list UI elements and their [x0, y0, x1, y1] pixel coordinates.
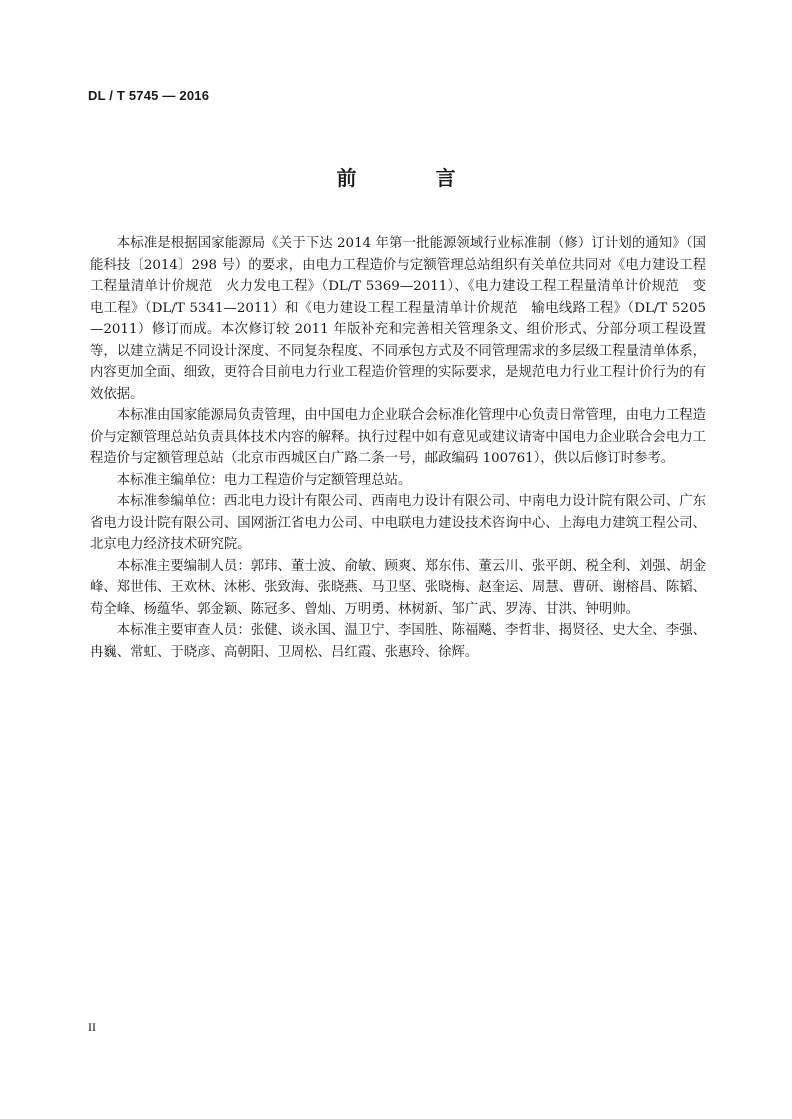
paragraph-chief-editor-unit: 本标准主编单位：电力工程造价与定额管理总站。 — [116, 472, 412, 488]
page-title: 前 言 — [336, 166, 492, 190]
paragraph-main-reviewers: 本标准主要审查人员：张健、谈永国、温卫宁、李国胜、陈福飚、李哲非、揭贤径、史大全、李强、冉巍、常虹、于晓彦、高朝阳、卫周松、吕红霞、张惠玲、徐辉。 — [90, 623, 706, 660]
paragraph-participating-units: 本标准参编单位：西北电力设计有限公司、西南电力设计有限公司、中南电力设计院有限公司、广东省电力设计院有限公司、国网浙江省电力公司、中电联电力建设技术咨询中心、上海电力建筑工程公司、北京电力经济技术研究院。 — [90, 494, 706, 552]
preface-body — [90, 233, 706, 663]
standard-code-header: DL / T 5745 — 2016 — [88, 88, 210, 103]
page-number: II — [88, 1020, 96, 1034]
paragraph-management: 本标准由国家能源局负责管理，由中国电力企业联合会标准化管理中心负责日常管理，由电力工程造价与定额管理总站负责具体技术内容的解释。执行过程中如有意见或建议请寄中国电力企业联合会电力工程造价与定额管理总站（北京市西城区白广路二条一号，邮政编码 100761），供以后修订时参考。 — [90, 408, 706, 466]
paragraph-basis: 本标准是根据国家能源局《关于下达 2014 年第一批能源领域行业标准制（修）订计划的通知》（国能科技〔2014〕298 号）的要求，由电力工程造价与定额管理总站组织有关单位共同对《电力建设工程工程量清单计价规范 火力发电工程》（DL/T 5369—2011）、《电力建设工程工程量清单计价规范 变电工程》（DL/T 5341—2011）和《电力建设工程工程量清单计价规范 输电线路工程》（DL/T 5205—2011）修订而成。本次修订较 2011 年版补充和完善相关管理条文、组价形式、分部分项工程设置等，以建立满足不同设计深度、不同复杂程度、不同承包方式及不同管理需求的多层级工程量清单体系，内容更加全面、细致，更符合目前电力行业工程造价管理的实际要求，是规范电力行业工程计价行为的有效依据。 — [90, 236, 706, 402]
paragraph-main-drafters: 本标准主要编制人员：郭玮、董士波、俞敏、顾爽、郑东伟、董云川、张平朗、税全利、刘强、胡金峰、郑世伟、王欢林、沐彬、张致海、张晓燕、马卫坚、张晓梅、赵奎运、周慧、曹研、谢榕昌、陈韬、苟全峰、杨蕴华、郭金颖、陈冠多、曾灿、万明勇、林树新、邹广武、罗涛、甘洪、钟明帅。 — [90, 558, 706, 617]
